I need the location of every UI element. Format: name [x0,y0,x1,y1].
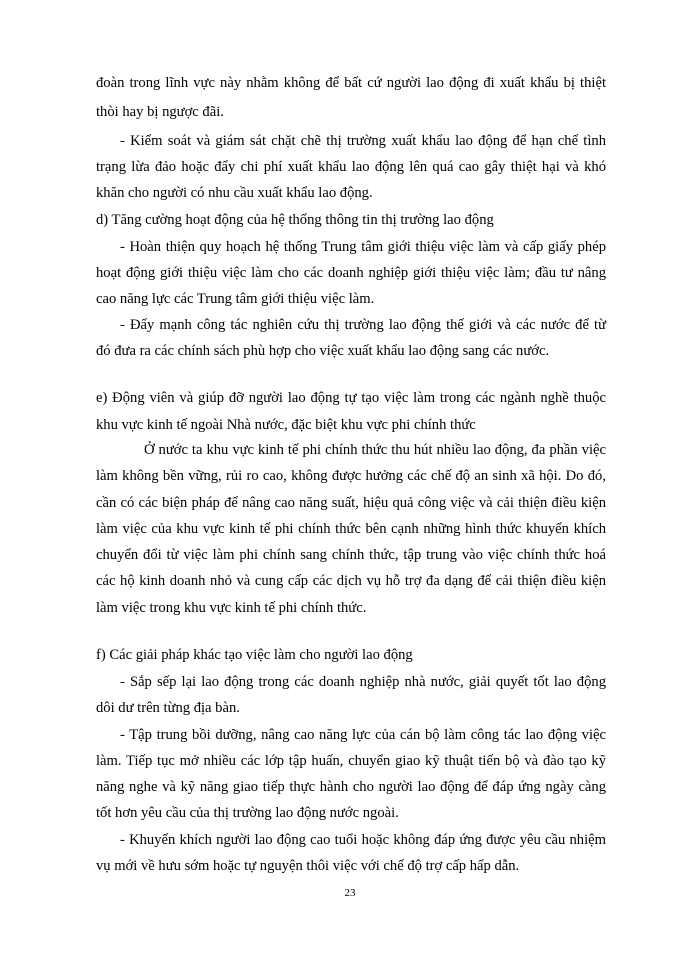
text-line: - Khuyến khích người lao động cao tuổi hoặc không đáp ứng được yêu cầu nhiệm [120,832,606,848]
text-line: f) Các giải pháp khác tạo việc làm cho người lao động [96,647,413,663]
text-line: dôi dư trên từng địa bàn. [96,700,240,716]
text-line: e) Động viên và giúp đỡ người lao động tự tạo việc làm trong các ngành nghề thuộc [96,390,606,406]
text-line: Ở nước ta khu vực kinh tế phi chính thức thu hút nhiều lao động, đa phần việc [144,442,606,458]
text-line: trạng lừa đảo hoặc đẩy chi phí xuất khẩu lao động lên quá cao gây thiệt hại và khó [96,159,606,175]
text-line: đoàn trong lĩnh vực này nhằm không để bất cứ người lao động đi xuất khẩu bị thiệt [96,75,606,91]
page-number: 23 [344,887,356,899]
text-line: cao năng lực các Trung tâm giới thiệu việc làm. [96,291,375,307]
text-line: cần có các biện pháp để nâng cao năng suất, hiệu quả công việc và cải thiện điều kiện [96,495,606,511]
text-line: làm việc của khu vực kinh tế phi chính thức bên cạnh những hình thức khuyến khích [96,521,606,537]
text-line: - Tập trung bồi dưỡng, nâng cao năng lực của cán bộ làm công tác lao động việc [120,727,606,743]
text-line: đó đưa ra các chính sách phù hợp cho việc xuất khẩu lao động sang các nước. [96,343,550,359]
text-line: - Kiểm soát và giám sát chặt chẽ thị trường xuất khẩu lao động để hạn chế tình [120,133,606,149]
text-line: khăn cho người có nhu cầu xuất khẩu lao động. [96,185,373,201]
text-line: chuyển đổi từ việc làm phi chính sang chính thức, tập trung vào việc chính thức hoá [96,547,606,563]
text-line: vụ mới về hưu sớm hoặc tự nguyện thôi việc với chế độ trợ cấp hấp dẫn. [96,858,520,874]
text-line: năng nghe và kỹ năng giao tiếp thực hành cho người lao động để đáp ứng ngày càng [96,779,606,795]
text-line: các hộ kinh doanh nhỏ và cung cấp các dịch vụ hỗ trợ đa dạng để cải thiện điều kiện [96,573,606,589]
text-line: làm. Tiếp tục mở nhiều các lớp tập huấn, chuyển giao kỹ thuật tiến bộ và đào tạo kỹ [96,753,606,769]
text-line: d) Tăng cường hoạt động của hệ thống thông tin thị trường lao động [96,212,494,228]
text-line: hoạt động giới thiệu việc làm cho các doanh nghiệp giới thiệu việc làm; đầu tư nâng [96,265,606,281]
text-line: - Hoàn thiện quy hoạch hệ thống Trung tâm giới thiệu việc làm và cấp giấy phép [120,239,606,255]
text-line: - Sắp sếp lại lao động trong các doanh nghiệp nhà nước, giải quyết tốt lao động [120,674,606,690]
text-line: - Đẩy mạnh công tác nghiên cứu thị trường lao động thế giới và các nước để từ [120,317,606,333]
text-line: làm việc trong khu vực kinh tế phi chính thức. [96,600,367,616]
text-line: khu vực kinh tế ngoài Nhà nước, đặc biệt khu vực phi chính thức [96,417,476,433]
text-line: thòi hay bị ngược đãi. [96,104,224,120]
text-line: làm không bền vững, rủi ro cao, không được hưởng các chế độ an sinh xã hội. Do đó, [96,468,606,484]
text-line: tốt hơn yêu cầu của thị trường lao động nước ngoài. [96,805,399,821]
